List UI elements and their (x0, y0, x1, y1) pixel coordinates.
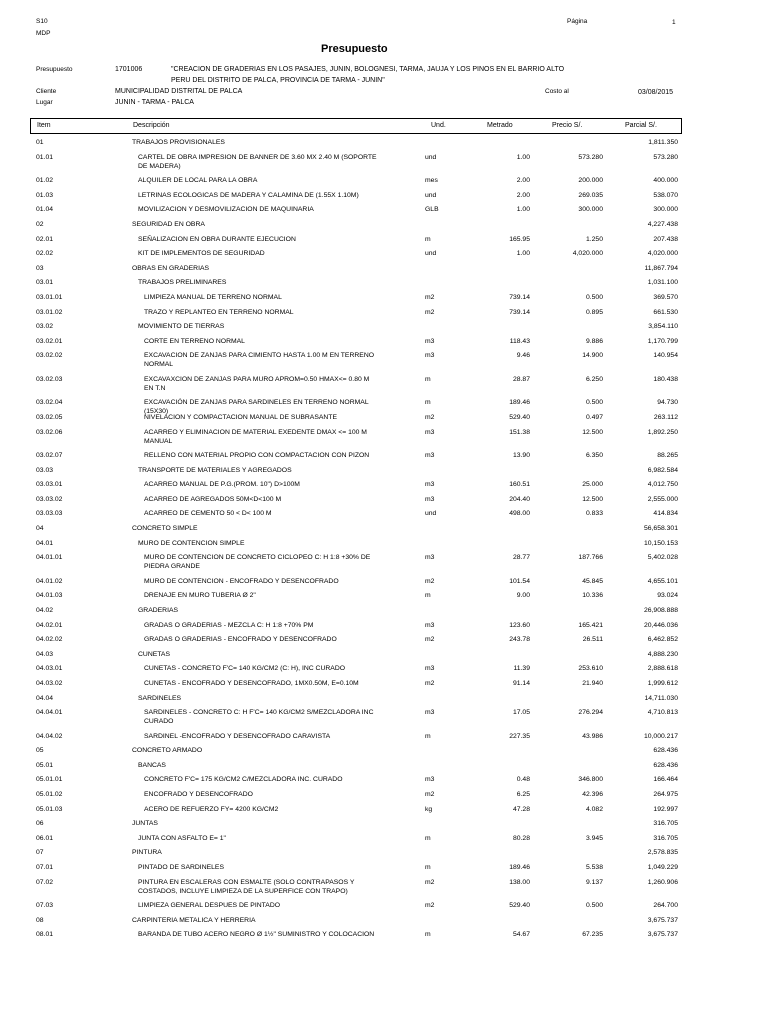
item-description: GRADAS O GRADERIAS - ENCOFRADO Y DESENCOFRADO (144, 636, 337, 644)
lugar-label: Lugar (36, 99, 53, 106)
item-precio: 21.940 (582, 679, 603, 687)
item-description: CUNETAS - ENCOFRADO Y DESENCOFRADO, 1MX0.50M, E=0.10M (144, 679, 359, 687)
item-description: SEGURIDAD EN OBRA (132, 220, 205, 228)
item-code: 03.02.07 (36, 452, 63, 459)
item-unit: m (425, 399, 431, 407)
item-parcial: 11,867.794 (644, 264, 678, 272)
item-parcial: 10,150.153 (643, 539, 678, 547)
item-unit: m (425, 864, 431, 871)
item-description: CARPINTERIA METALICA Y HERRERIA (132, 916, 256, 924)
item-code: 04.02.02 (36, 636, 63, 644)
presupuesto-description-line1: "CREACION DE GRADERIAS EN LOS PASAJES, JUNIN, BOLOGNESI, TARMA, JAUJA Y LOS PINOS EN EL BARRIO ALTO (171, 66, 565, 73)
item-description: MURO DE CONTENCION - ENCOFRADO Y DESENCOFRADO (144, 577, 339, 585)
page-title: Presupuesto (321, 43, 388, 55)
item-parcial: 628.436 (653, 747, 678, 755)
column-header-row (30, 118, 682, 134)
item-description: PINTURA EN ESCALERAS CON ESMALTE (SOLO CONTRAPASOS Y COSTADOS, INCLUYE LIMPIEZA DE LA SUPERFICE CON TRAPO) (138, 878, 355, 895)
item-parcial: 369.570 (653, 293, 678, 301)
item-unit: m2 (425, 308, 435, 316)
item-metrado: 151.38 (509, 428, 530, 436)
costo-date: 03/08/2015 (638, 89, 674, 96)
lugar-value: JUNIN - TARMA - PALCA (115, 99, 194, 106)
item-precio: 0.895 (585, 308, 603, 316)
item-description: ENCOFRADO Y DESENCOFRADO (144, 791, 253, 798)
item-metrado: 118.43 (509, 337, 530, 345)
item-code: 07 (36, 849, 44, 857)
item-metrado: 529.40 (509, 902, 530, 910)
item-parcial: 56,658.301 (643, 525, 678, 532)
item-unit: m (425, 375, 431, 383)
item-precio: 165.421 (578, 621, 603, 629)
item-precio: 5.538 (585, 864, 603, 871)
item-parcial: 1,892.250 (647, 428, 678, 436)
item-precio: 9.137 (585, 878, 603, 886)
item-precio: 26.511 (582, 636, 603, 644)
item-description: PINTURA (132, 849, 162, 857)
item-code: 03.02.04 (36, 399, 63, 407)
item-unit: mes (425, 177, 438, 185)
item-code: 05.01 (36, 761, 54, 769)
item-metrado: 0.48 (516, 776, 530, 784)
item-precio: 14.900 (582, 352, 603, 360)
item-parcial: 6,462.852 (647, 636, 678, 644)
item-unit: m2 (425, 902, 435, 910)
item-description: CONCRETO SIMPLE (132, 525, 198, 532)
item-precio: 0.500 (585, 902, 603, 910)
item-code: 04.01.01 (36, 554, 63, 562)
item-parcial: 166.464 (653, 776, 678, 784)
item-precio: 12.500 (582, 495, 603, 503)
item-metrado: 227.35 (509, 732, 530, 740)
item-metrado: 28.77 (512, 554, 530, 562)
item-parcial: 140.954 (653, 352, 678, 360)
presupuesto-code: 1701006 (115, 66, 143, 73)
item-parcial: 3,675.737 (647, 916, 678, 924)
item-description: CARTEL DE OBRA IMPRESION DE BANNER DE 3.60 MX 2.40 M (SOPORTE DE MADERA) (138, 153, 377, 170)
item-code: 05.01.02 (36, 791, 63, 798)
item-metrado: 1.00 (516, 206, 530, 214)
item-description: MURO DE CONTENCION SIMPLE (138, 539, 245, 547)
item-unit: m3 (425, 352, 435, 360)
item-parcial: 93.024 (657, 592, 678, 600)
item-code: 03.03 (36, 466, 54, 474)
item-parcial: 14,711.030 (644, 694, 678, 702)
item-code: 03.02.01 (36, 337, 63, 345)
item-description: TRAZO Y REPLANTEO EN TERRENO NORMAL (144, 308, 294, 316)
item-unit: m2 (425, 293, 435, 301)
item-unit: m3 (425, 428, 435, 436)
item-parcial: 5,402.028 (647, 554, 678, 562)
item-code: 02.02 (36, 250, 54, 258)
item-parcial: 661.530 (653, 308, 678, 316)
item-parcial: 316.705 (653, 820, 678, 828)
item-metrado: 13.90 (512, 452, 530, 459)
item-precio: 45.845 (582, 577, 603, 585)
item-code: 01.02 (36, 177, 54, 185)
item-description: MOVIMIENTO DE TIERRAS (138, 323, 225, 331)
item-description: TRABAJOS PROVISIONALES (132, 139, 225, 146)
item-metrado: 529.40 (509, 413, 530, 421)
item-code: 03.02.06 (36, 428, 63, 436)
item-metrado: 17.05 (512, 709, 530, 717)
item-description: ACARREO Y ELIMINACION DE MATERIAL EXEDENTE DMAX <= 100 M MANUAL (144, 428, 367, 445)
item-parcial: 3,675.737 (647, 931, 678, 939)
item-unit: m2 (425, 878, 435, 886)
item-description: GRADERIAS (138, 606, 179, 614)
item-metrado: 123.60 (509, 621, 530, 629)
item-metrado: 91.14 (512, 679, 530, 687)
item-code: 03.01.01 (36, 293, 63, 301)
item-description: ACARREO DE CEMENTO 50 < D< 100 M (144, 510, 272, 518)
page-number: 1 (672, 19, 676, 26)
item-parcial: 192.997 (653, 805, 678, 813)
item-parcial: 4,020.000 (647, 250, 678, 258)
item-code: 03.02.05 (36, 413, 63, 421)
col-description: Descripción (133, 122, 170, 129)
costo-label: Costo al (545, 88, 569, 95)
item-description: CONCRETO ARMADO (132, 747, 203, 755)
item-description: RELLENO CON MATERIAL PROPIO CON COMPACTACION CON PIZON (144, 452, 370, 459)
item-parcial: 6,982.584 (647, 466, 678, 474)
cliente-value: MUNICIPALIDAD DISTRITAL DE PALCA (115, 88, 243, 95)
item-parcial: 264.700 (653, 902, 678, 910)
item-code: 04.01 (36, 539, 54, 547)
item-code: 03.02.03 (36, 375, 63, 383)
item-description: KIT DE IMPLEMENTOS DE SEGURIDAD (138, 250, 265, 258)
item-unit: und (425, 250, 437, 258)
item-metrado: 54.67 (512, 931, 530, 939)
item-metrado: 11.39 (513, 665, 530, 673)
item-unit: und (425, 153, 437, 161)
item-description: TRABAJOS PRELIMINARES (138, 279, 227, 287)
item-parcial: 263.112 (653, 413, 678, 421)
item-precio: 9.886 (585, 337, 603, 345)
item-description: CORTE EN TERRENO NORMAL (144, 337, 245, 345)
item-parcial: 573.280 (653, 153, 678, 161)
item-metrado: 2.00 (516, 191, 530, 199)
item-parcial: 2,555.000 (647, 495, 678, 503)
item-parcial: 1,811.350 (648, 139, 678, 146)
item-code: 04.03.01 (36, 665, 63, 673)
item-code: 01 (36, 139, 44, 146)
item-code: 03.03.01 (36, 481, 63, 489)
item-unit: m3 (425, 776, 435, 784)
item-unit: m2 (425, 636, 435, 644)
item-metrado: 9.46 (516, 352, 530, 360)
item-precio: 269.035 (578, 191, 603, 199)
item-description: DRENAJE EN MURO TUBERIA Ø 2" (144, 592, 256, 600)
item-code: 03.03.02 (36, 495, 63, 503)
item-unit: m (425, 235, 431, 243)
col-precio: Precio S/. (552, 122, 583, 129)
item-parcial: 4,655.101 (647, 577, 678, 585)
item-description: LIMPIEZA MANUAL DE TERRENO NORMAL (144, 293, 282, 301)
item-unit: m3 (425, 495, 435, 503)
item-parcial: 2,578.835 (647, 849, 678, 857)
item-precio: 6.350 (585, 452, 603, 459)
item-unit: m (425, 592, 431, 600)
item-code: 01.01 (36, 153, 54, 161)
item-code: 04.03 (36, 650, 54, 658)
item-precio: 4.082 (585, 805, 603, 813)
item-code: 04.04.01 (36, 709, 63, 717)
cliente-label: Cliente (36, 88, 57, 95)
item-code: 03.03.03 (36, 510, 63, 518)
item-code: 04.04.02 (36, 732, 63, 740)
col-parcial: Parcial S/. (625, 122, 657, 129)
item-metrado: 189.46 (509, 399, 530, 407)
item-description: EXCAVACION DE ZANJAS PARA CIMIENTO HASTA 1.00 M EN TERRENO NORMAL (144, 352, 375, 369)
col-item: Item (37, 122, 51, 129)
item-precio: 253.610 (578, 665, 603, 673)
item-code: 03.01.02 (36, 308, 63, 316)
item-code: 06 (36, 820, 44, 828)
item-metrado: 101.54 (509, 577, 530, 585)
item-code: 07.01 (36, 864, 54, 871)
item-parcial: 1,170.799 (647, 337, 678, 345)
item-metrado: 9.00 (516, 592, 530, 600)
item-description: OBRAS EN GRADERIAS (132, 264, 210, 272)
item-unit: m (425, 931, 431, 939)
item-code: 04.01.03 (36, 592, 63, 600)
presupuesto-description-line2: PERU DEL DISTRITO DE PALCA, PROVINCIA DE TARMA - JUNIN" (171, 77, 385, 84)
item-description: BARANDA DE TUBO ACERO NEGRO Ø 1½" SUMINISTRO Y COLOCACION (138, 931, 375, 939)
item-code: 02.01 (36, 235, 54, 243)
item-unit: m3 (425, 452, 435, 459)
item-unit: m3 (425, 621, 435, 629)
item-description: JUNTA CON ASFALTO E= 1" (138, 834, 226, 842)
item-code: 03.02.02 (36, 352, 63, 360)
item-description: BANCAS (138, 761, 166, 769)
item-metrado: 160.51 (509, 481, 530, 489)
item-description: LETRINAS ECOLOGICAS DE MADERA Y CALAMINA DE (1.55X 1.10M) (138, 191, 359, 199)
item-precio: 4,020.000 (572, 250, 603, 258)
item-precio: 0.500 (585, 399, 603, 407)
item-unit: m2 (425, 413, 435, 421)
item-code: 06.01 (36, 834, 54, 842)
item-description: TRANSPORTE DE MATERIALES Y AGREGADOS (138, 466, 292, 474)
item-code: 05.01.03 (36, 805, 63, 813)
item-precio: 0.833 (585, 510, 603, 518)
item-unit: GLB (425, 206, 439, 214)
item-code: 07.02 (36, 878, 54, 886)
item-code: 04 (36, 525, 44, 532)
item-unit: m3 (425, 665, 435, 673)
item-code: 07.03 (36, 902, 54, 910)
item-parcial: 26,908.888 (643, 606, 678, 614)
col-metrado: Metrado (487, 122, 513, 129)
page-label: Página (567, 18, 588, 25)
item-precio: 3.945 (585, 834, 603, 842)
item-code: 05 (36, 747, 44, 755)
item-description: CONCRETO F'C= 175 KG/CM2 C/MEZCLADORA INC. CURADO (144, 776, 343, 784)
item-unit: m3 (425, 554, 435, 562)
item-precio: 573.280 (578, 153, 603, 161)
item-metrado: 80.28 (512, 834, 530, 842)
item-precio: 0.497 (585, 413, 603, 421)
item-precio: 12.500 (582, 428, 603, 436)
item-metrado: 165.95 (509, 235, 530, 243)
item-metrado: 243.78 (509, 636, 530, 644)
item-unit: m3 (425, 709, 435, 717)
item-parcial: 180.438 (653, 375, 678, 383)
presupuesto-label: Presupuesto (36, 66, 73, 73)
item-precio: 6.250 (585, 375, 603, 383)
item-metrado: 1.00 (516, 153, 530, 161)
item-metrado: 6.25 (516, 791, 530, 798)
item-code: 08.01 (36, 931, 54, 939)
item-parcial: 264.975 (653, 791, 678, 798)
item-parcial: 3,854.110 (648, 323, 678, 331)
item-unit: und (425, 510, 437, 518)
item-parcial: 88.265 (657, 452, 678, 459)
item-code: 04.02 (36, 606, 54, 614)
item-precio: 346.800 (578, 776, 603, 784)
item-description: EXCAVACIÓN DE ZANJAS PARA SARDINELES EN TERRENO NORMAL (15X30) (144, 399, 369, 416)
item-parcial: 538.070 (653, 191, 678, 199)
item-parcial: 1,049.229 (647, 864, 678, 871)
item-parcial: 207.438 (653, 235, 678, 243)
item-precio: 200.000 (578, 177, 603, 185)
item-description: MURO DE CONTENCION DE CONCRETO CICLOPEO C: H 1:8 +30% DE PIEDRA GRANDE (144, 554, 371, 571)
item-parcial: 10,000.217 (643, 732, 678, 740)
item-precio: 0.500 (585, 293, 603, 301)
item-parcial: 300.000 (653, 206, 678, 214)
item-precio: 187.766 (578, 554, 603, 562)
item-unit: m2 (425, 679, 435, 687)
item-description: MOVILIZACION Y DESMOVILIZACION DE MAQUINARIA (138, 206, 314, 214)
item-description: CUNETAS (138, 650, 170, 658)
item-description: ACERO DE REFUERZO FY= 4200 KG/CM2 (144, 805, 279, 813)
item-unit: kg (425, 805, 433, 813)
item-code: 03.01 (36, 279, 54, 287)
item-parcial: 400.000 (653, 177, 678, 185)
item-description: SEÑALIZACION EN OBRA DURANTE EJECUCION (138, 235, 296, 243)
item-description: ACARREO MANUAL DE P.G.(PROM. 10") D>100M (144, 481, 300, 489)
item-metrado: 739.14 (509, 308, 530, 316)
item-metrado: 189.46 (509, 864, 530, 871)
item-description: JUNTAS (132, 820, 158, 828)
item-parcial: 4,710.813 (647, 709, 678, 717)
item-precio: 10.336 (582, 592, 603, 600)
item-precio: 43.986 (582, 732, 603, 740)
item-metrado: 1.00 (516, 250, 530, 258)
item-code: 04.01.02 (36, 577, 63, 585)
item-code: 04.02.01 (36, 621, 63, 629)
item-description: LIMPIEZA GENERAL DESPUES DE PINTADO (138, 902, 281, 910)
item-description: SARDINELES (138, 694, 182, 702)
item-code: 04.04 (36, 694, 54, 702)
item-unit: m (425, 732, 431, 740)
item-description: SARDINELES - CONCRETO C: H F'C= 140 KG/CM2 S/MEZCLADORA INC CURADO (144, 709, 374, 726)
item-metrado: 47.28 (512, 805, 530, 813)
item-description: GRADAS O GRADERIAS - MEZCLA C: H 1:8 +70% PM (144, 621, 314, 629)
item-parcial: 4,012.750 (647, 481, 678, 489)
item-precio: 1.250 (585, 235, 603, 243)
item-metrado: 28.87 (512, 375, 530, 383)
item-parcial: 4,227.438 (647, 220, 678, 228)
item-description: SARDINEL -ENCOFRADO Y DESENCOFRADO CARAVISTA (144, 732, 331, 740)
item-metrado: 2.00 (516, 177, 530, 185)
item-metrado: 204.40 (509, 495, 530, 503)
col-unit: Und. (431, 122, 446, 129)
item-code: 02 (36, 220, 44, 228)
item-description: CUNETAS - CONCRETO F'C= 140 KG/CM2 (C: H), INC CURADO (144, 665, 346, 673)
item-code: 08 (36, 916, 44, 924)
item-unit: und (425, 191, 437, 199)
item-code: 05.01.01 (36, 776, 63, 784)
item-precio: 25.000 (582, 481, 603, 489)
item-code: 01.04 (36, 206, 54, 214)
item-code: 04.03.02 (36, 679, 63, 687)
item-unit: m2 (425, 577, 435, 585)
item-unit: m2 (425, 791, 435, 798)
item-description: PINTADO DE SARDINELES (138, 864, 224, 871)
item-parcial: 20,446.036 (643, 621, 678, 629)
item-parcial: 628.436 (653, 761, 678, 769)
software-label: S10 (36, 18, 48, 25)
item-description: ACARREO DE AGREGADOS 50M<D<100 M (144, 495, 282, 503)
item-description: ALQUILER DE LOCAL PARA LA OBRA (138, 177, 258, 185)
item-parcial: 316.705 (653, 834, 678, 842)
item-metrado: 138.00 (509, 878, 530, 886)
item-parcial: 94.730 (657, 399, 678, 407)
item-unit: m (425, 834, 431, 842)
item-code: 03 (36, 264, 44, 272)
item-metrado: 498.00 (509, 510, 530, 518)
item-unit: m3 (425, 481, 435, 489)
item-parcial: 2,888.618 (647, 665, 678, 673)
item-precio: 42.396 (582, 791, 603, 798)
item-precio: 300.000 (578, 206, 603, 214)
item-precio: 67.235 (582, 931, 603, 939)
item-description: EXCAVAXCION DE ZANJAS PARA MURO APROM=0.50 HMAX<= 0.80 M EN T.N (144, 375, 370, 392)
item-parcial: 1,031.100 (647, 279, 678, 287)
mdp-label: MDP (36, 30, 51, 37)
item-parcial: 4,888.230 (647, 650, 678, 658)
item-parcial: 414.834 (653, 510, 678, 518)
item-parcial: 1,999.612 (647, 679, 678, 687)
item-parcial: 1,260.906 (647, 878, 678, 886)
item-precio: 276.294 (578, 709, 603, 717)
item-unit: m3 (425, 337, 435, 345)
item-description: NIVELACION Y COMPACTACION MANUAL DE SUBRASANTE (144, 413, 337, 421)
item-metrado: 739.14 (509, 293, 530, 301)
item-code: 03.02 (36, 323, 54, 331)
item-code: 01.03 (36, 191, 54, 199)
